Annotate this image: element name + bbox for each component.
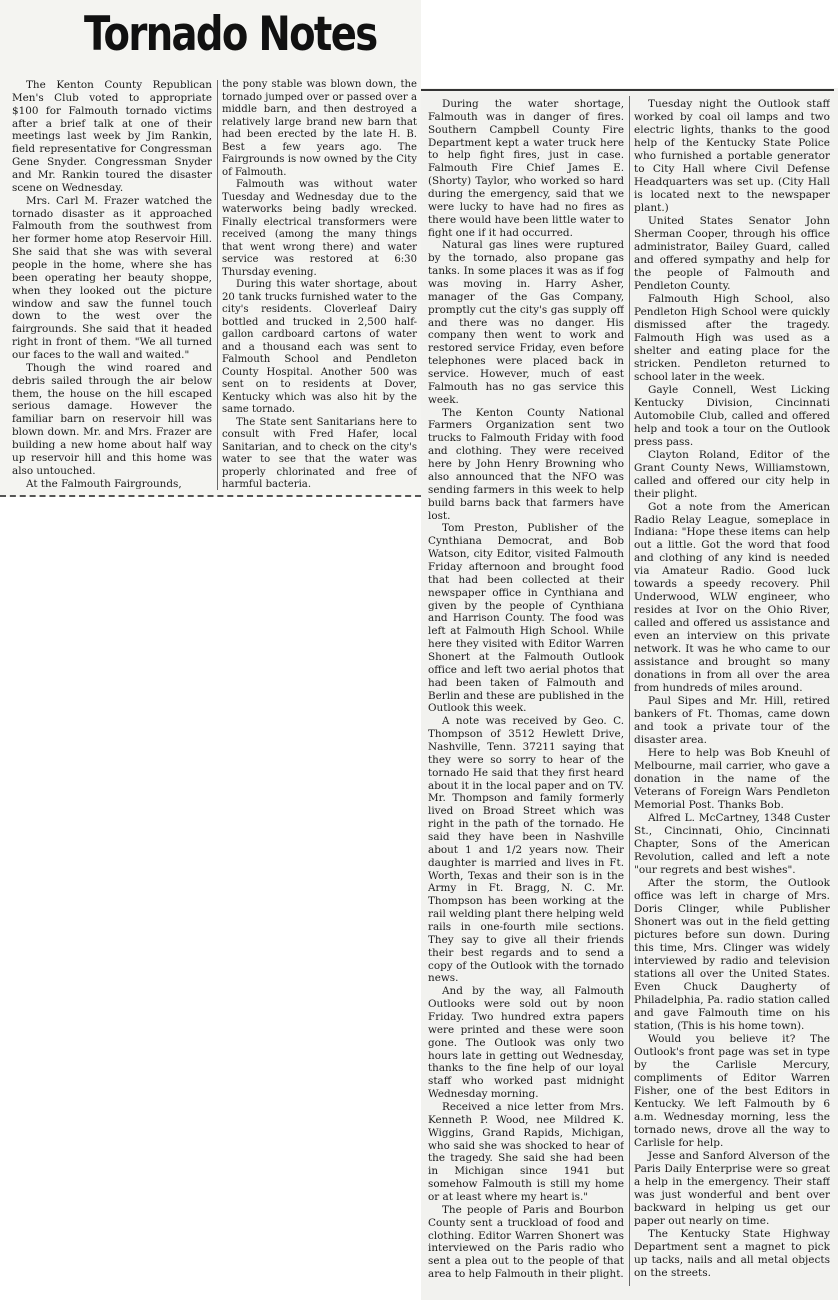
paragraph: And by the way, all Falmouth Outlooks were sold out by noon Friday. Two hundred extra papers were printed and these were soon gone. The Outlook was only two hours late in getting out Wednesday, thanks to the fine help of our loyal staff who worked past midnight Wednesday morning. bbox=[428, 985, 624, 1101]
paragraph: Clayton Roland, Editor of the Grant County News, Williamstown, called and offered our city help in their plight. bbox=[634, 448, 830, 500]
column-divider bbox=[217, 80, 218, 490]
column-divider bbox=[629, 96, 630, 1286]
article-column-3 bbox=[428, 98, 624, 1283]
paragraph: At the Falmouth Fairgrounds, bbox=[26, 477, 182, 490]
paragraph: The people of Paris and Bourbon County sent a truckload of food and clothing. Editor Warren Shonert was interviewed on the Paris radio who sent a plea out to the people of that area to help Falmouth in their plight. bbox=[428, 1203, 624, 1281]
paragraph: The Kenton County National Farmers Organization sent two trucks to Falmouth Friday with food and clothing. They were received here by John Henry Browning who also announced that the NFO was sending farmers in this week to help build barns back that farmers have lost. bbox=[428, 406, 624, 522]
bottom-rule bbox=[0, 495, 421, 497]
paragraph: Would you believe it? The Outlook's front page was set in type by the Carlisle Mercury, compliments of Editor Warren Fisher, one of the best Editors in Kentucky. We left Falmouth by 6 a.m. Wednesday morning, less the tornado news, drove all the way to Carlisle for help. bbox=[634, 1032, 830, 1149]
paragraph: the pony stable was blown down, the tornado jumped over or passed over a middle barn, and then destroyed a relatively large brand new barn that had been erected by the late H. B. Best a few years ago. The Fairgrounds is now owned by the City of Falmouth. bbox=[222, 79, 417, 178]
paragraph: Falmouth High School, also Pendleton High School were quickly dismissed after the tragedy. Falmouth High was used as a shelter and eating place for the stricken. Pendleton returned to school later in the week. bbox=[634, 292, 830, 383]
paragraph: Jesse and Sanford Alverson of the Paris Daily Enterprise were so great a help in the emergency. Their staff was just wonderful and bent over backward in helping us get our paper out nearly on time. bbox=[634, 1149, 830, 1227]
paragraph: United States Senator John Sherman Cooper, through his office administrator, Bailey Guard, called and offered sympathy and help for the people of Falmouth and Pendleton County. bbox=[634, 214, 830, 292]
article-column-2 bbox=[222, 79, 417, 491]
paragraph: The Kenton County Republican Men's Club voted to appropriate $100 for Falmouth tornado victims after a brief talk at one of their meetings last week by Jim Rankin, field representative for Congressman Gene Snyder. Congressman Snyder and Mr. Rankin toured the disaster scene on Wednesday. bbox=[12, 79, 212, 194]
paragraph: The Kentucky State Highway Department sent a magnet to pick up tacks, nails and all metal objects on the streets. bbox=[634, 1227, 830, 1279]
paragraph: Gayle Connell, West Licking Kentucky Division, Cincinnati Automobile Club, called and offered help and took a tour on the Outlook press pass. bbox=[634, 383, 830, 448]
paragraph: After the storm, the Outlook office was left in charge of Mrs. Doris Clinger, while Publisher Shonert was out in the field getting pictures before sun down. During this time, Mrs. Clinger was widely interviewed by radio and television stations all over the United States. Even Chuck Daugherty of Philadelphia, Pa. radio station called and gave Falmouth time on his station, (This is his home town). bbox=[634, 877, 830, 1032]
paragraph: During this water shortage, about 20 tank trucks furnished water to the city's residents. Cloverleaf Dairy bottled and trucked in 2,500 half-gallon cardboard cartons of water and a thousand each was sent to Falmouth School and Pendleton County Hospital. Another 500 was sent on to residents at Dover, Kentucky which was also hit by the same tornado. bbox=[222, 279, 417, 415]
paragraph: Here to help was Bob Kneuhl of Melbourne, mail carrier, who gave a donation in the name of the Veterans of Foreign Wars Pendleton Memorial Post. Thanks Bob. bbox=[634, 747, 830, 812]
article-column-4 bbox=[634, 98, 830, 1288]
paragraph: A note was received by Geo. C. Thompson of 3512 Hewlett Drive, Nashville, Tenn. 37211 saying that they were so sorry to hear of the tornado He said that they first heard about it in the local paper and on TV. Mr. Thompson and family formerly lived on Broad Street which was right in the path of the tornado. He said they have been in Nashville about 1 and 1/2 years now. Their daughter is married and lives in Ft. Worth, Texas and their son is in the Army in Ft. Bragg, N. C. Mr. Thompson has been working at the rail welding plant there helping weld rails in one-fourth mile sections. They say to give all their friends their best regards and to send a copy of the Outlook with the tornado news. bbox=[428, 715, 624, 985]
article-column-1 bbox=[12, 79, 212, 491]
paragraph: Received a nice letter from Mrs. Kenneth P. Wood, nee Mildred K. Wiggins, Grand Rapids, Michigan, who said she was shocked to hear of the tragedy. She said she had been in Michigan since 1941 but somehow Falmouth is still my home or at least where my heart is." bbox=[428, 1101, 624, 1204]
paragraph: The State sent Sanitarians here to consult with Fred Hafer, local Sanitarian, and to check on the city's water to see that the water was properly chlorinated and free of harmful bacteria. bbox=[222, 416, 417, 490]
paragraph: Though the wind roared and debris sailed through the air below them, the house on the hill escaped serious damage. However the familiar barn on reservoir hill was blown down. Mr. and Mrs. Frazer are building a new home about half way up reservoir hill and this home was also untouched. bbox=[12, 361, 212, 477]
paragraph: Mrs. Carl M. Frazer watched the tornado disaster as it approached Falmouth from the southwest from her former home atop Reservoir Hill. She said that she was with several people in the home, where she has been operating her beauty shoppe, when they looked out the picture window and saw the funnel touch down to the west over the fairgrounds. She said that it headed right in front of them. "We all turned our faces to the wall and waited." bbox=[12, 194, 212, 362]
headline: Tornado Notes bbox=[84, 7, 377, 62]
paragraph: Natural gas lines were ruptured by the tornado, also propane gas tanks. In some places it was as if fog was moving in. Harry Asher, manager of the Gas Company, promptly cut the city's gas supply off and there was no danger. His company then went to work and restored service Friday, even before telephones were placed back in service. However, much of east Falmouth has no gas service this week. bbox=[428, 239, 624, 406]
top-rule bbox=[421, 89, 834, 91]
paragraph: During the water shortage, Falmouth was in danger of fires. Southern Campbell County Fire Department kept a water truck here to help fight fires, just in case. Falmouth Fire Chief James E. (Shorty) Taylor, who worked so hard during the emergency, said that we were lucky to have had no fires as there would have been little water to fight one if it had occurred. bbox=[428, 98, 624, 239]
paragraph: Tom Preston, Publisher of the Cynthiana Democrat, and Bob Watson, city Editor, visited Falmouth Friday afternoon and brought food that had been collected at their newspaper office in Cynthiana and given by the people of Cynthiana and Harrison County. The food was left at Falmouth High School. While here they visited with Editor Warren Shonert at the Falmouth Outlook office and left two aerial photos that had been taken of Falmouth and Berlin and these are published in the Outlook this week. bbox=[428, 522, 624, 715]
paragraph: Paul Sipes and Mr. Hill, retired bankers of Ft. Thomas, came down and took a private tour of the disaster area. bbox=[634, 695, 830, 747]
paragraph: Falmouth was without water Tuesday and Wednesday due to the waterworks being badly wrecked. Finally electrical transformers were received (among the many things that went wrong there) and water service was restored at 6:30 Thursday evening. bbox=[222, 179, 417, 278]
paragraph: Tuesday night the Outlook staff worked by coal oil lamps and two electric lights, thanks to the good help of the Kentucky State Police who furnished a portable generator to City Hall where Civil Defense Headquarters was set up. (City Hall is located next to the newspaper plant.) bbox=[634, 98, 830, 214]
paragraph: Got a note from the American Radio Relay League, someplace in Indiana: "Hope these items can help out a little. Got the word that food and clothing of any kind is needed via Amateur Radio. Good luck towards a speedy recovery. Phil Underwood, WLW engineer, who resides at Ivor on the Ohio River, called and offered us assistance and even an interview on this private network. It was he who came to our assistance and brought so many donations in from all over the area from hundreds of miles around. bbox=[634, 500, 830, 695]
paragraph: Alfred L. McCartney, 1348 Custer St., Cincinnati, Ohio, Cincinnati Chapter, Sons of the American Revolution, called and left a note "our regrets and best wishes". bbox=[634, 812, 830, 877]
